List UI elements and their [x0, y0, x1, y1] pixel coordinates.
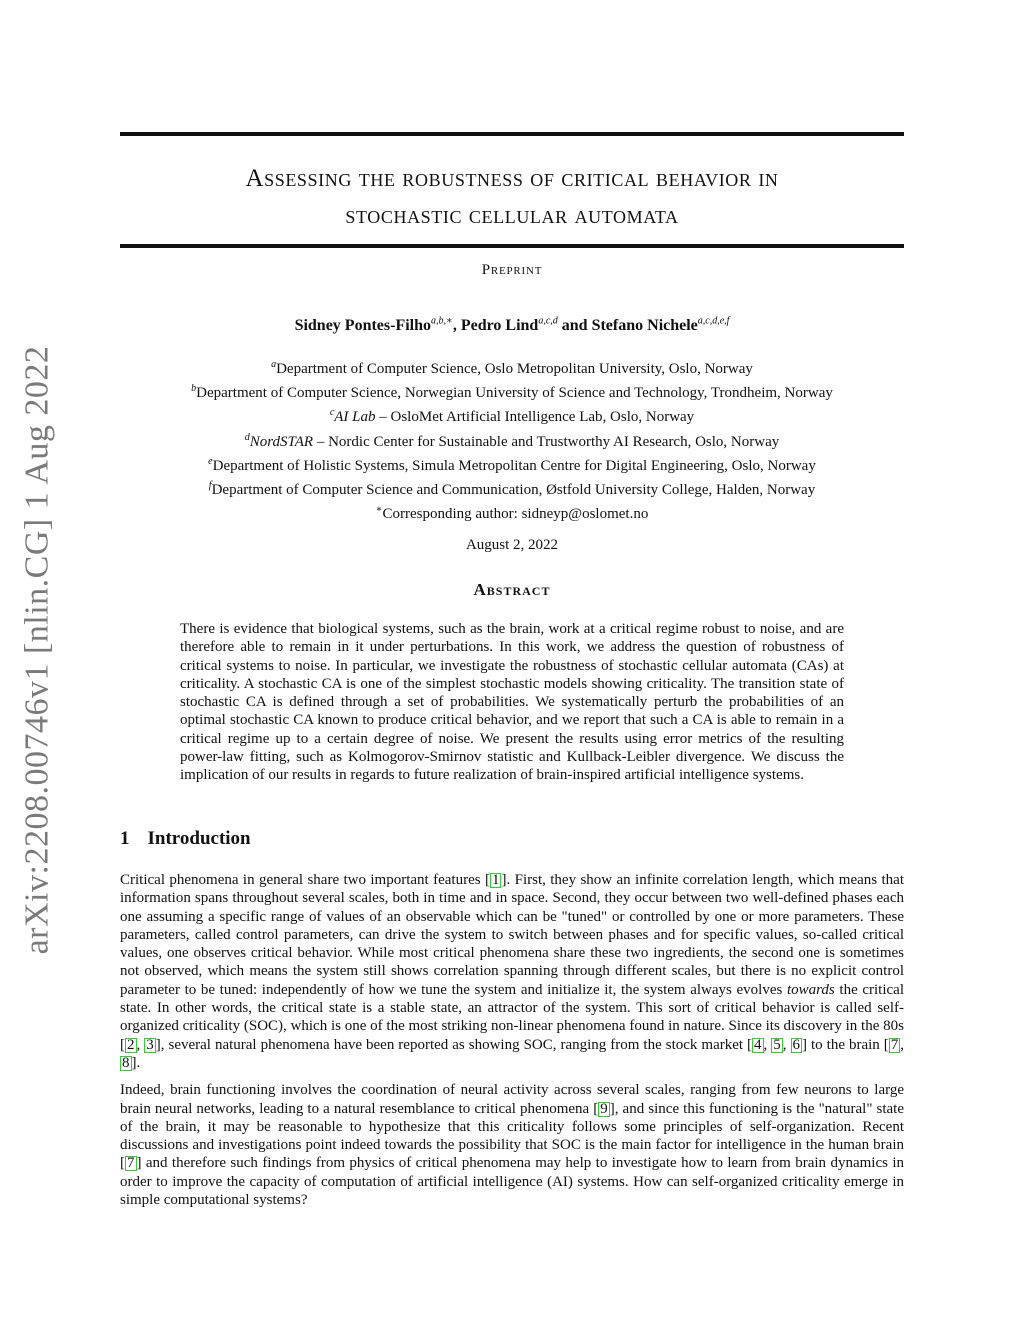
abstract-heading: Abstract — [473, 580, 551, 599]
author-affiliation-marks: a,c,d,e,f — [697, 316, 730, 327]
citation-link[interactable]: 2 — [127, 1036, 135, 1053]
abstract-text: There is evidence that biological systems, such as the brain, work at a critical regime robust to noise, and are therefore able to remain in it under perturbations. In this work, we address the question of robustness of critical systems to noise. In particular, we investigate the robustness of stochastic cellular automata (CAs) at criticality. A stochastic CA is one of the simplest stochastic models showing criticality. The transition state of stochastic CA is defined through a set of probabilities. We systematically perturb the probabilities of an optimal stochastic CA known to produce critical behavior, and we report that such a CA is able to remain in a critical regime up to a certain degree of noise. We present the results using error metrics of the resulting power-law fitting, such as Kolmogorov-Smirnov statistic and Kullback-Leibler divergence. We discuss the implication of our results in regards to future realization of brain-inspired artificial intelligence systems. — [180, 621, 844, 784]
section-number: 1 — [120, 828, 130, 849]
affiliation-text: Department of Computer Science, Norwegian University of Science and Technology, Trondheim, Norway — [196, 385, 833, 402]
citation-link[interactable]: 7 — [890, 1036, 899, 1053]
text-run: , — [782, 1036, 791, 1053]
introduction-body — [120, 871, 904, 1218]
emphasis-text: towards — [786, 981, 835, 998]
author-separator: , — [452, 317, 461, 335]
affiliation-e — [120, 452, 904, 476]
affiliation-tag: AI Lab — [334, 409, 376, 426]
text-run: ] and therefore such findings from physics of critical phenomena may help to investigate how to learn from brain dynamics in order to improve the capacity of computation of artificial intelligence (AI) systems. How can self-organized criticality emerge in simple computational systems? — [120, 1155, 904, 1209]
author-2 — [461, 317, 592, 334]
text-run: ]. — [131, 1054, 141, 1071]
author-list — [120, 316, 904, 335]
text-run: Critical phenomena in general share two important features [ — [120, 872, 490, 888]
citation-link[interactable]: 8 — [122, 1054, 130, 1071]
paper-date: August 2, 2022 — [465, 537, 559, 553]
preprint-label: Preprint — [481, 262, 543, 278]
paper-title-line-2: stochastic cellular automata — [345, 202, 679, 229]
affiliation-mark: f — [208, 480, 212, 492]
affiliation-text: Department of Holistic Systems, Simula Metropolitan Centre for Digital Engineering, Oslo, Norway — [212, 457, 816, 474]
affiliation-f — [120, 476, 904, 500]
intro-paragraph-2 — [120, 1081, 904, 1209]
author-name: Pedro Lind — [460, 317, 539, 335]
arxiv-side-stamp — [14, 345, 60, 955]
citation-link[interactable]: 6 — [792, 1036, 801, 1053]
text-run: , — [136, 1036, 145, 1053]
affiliation-list — [120, 355, 904, 524]
affiliation-a — [120, 355, 904, 379]
section-title: Introduction — [147, 828, 251, 849]
affiliation-text: – OsloMet Artificial Intelligence Lab, Oslo, Norway — [375, 409, 695, 426]
citation-link[interactable]: 5 — [773, 1036, 781, 1053]
title-bottom-rule — [120, 244, 904, 248]
author-3 — [592, 317, 730, 334]
author-separator: and — [557, 317, 592, 335]
affiliation-mark: c — [329, 407, 335, 419]
affiliation-text: Department of Computer Science and Communication, Østfold University College, Halden, Norway — [211, 482, 816, 499]
paper-title — [120, 160, 904, 234]
affiliation-mark: e — [208, 455, 213, 467]
affiliation-mark: ∗ — [375, 504, 383, 516]
affiliation-text: Department of Computer Science, Oslo Metropolitan University, Oslo, Norway — [276, 361, 753, 377]
paper-title-line-1: Assessing the robustness of critical behavior in — [245, 165, 779, 192]
intro-paragraph-1 — [120, 871, 904, 1072]
text-run: ], several natural phenomena have been reported as showing SOC, ranging from the stock market [ — [155, 1036, 753, 1053]
text-run: , — [763, 1036, 772, 1053]
affiliation-text: – Nordic Center for Sustainable and Trustworthy AI Research, Oslo, Norway — [313, 433, 780, 450]
citation-link[interactable]: 9 — [600, 1100, 608, 1117]
affiliation-tag: NordSTAR — [249, 433, 314, 450]
author-affiliation-marks: a,b,∗ — [431, 316, 453, 327]
citation-link[interactable]: 3 — [146, 1036, 154, 1053]
citation-link[interactable]: 7 — [127, 1155, 135, 1172]
text-run: the critical state. In other words, the critical state is a stable state, an attractor of the system. This sort of critical behavior is called self-organized criticality (SOC), which is one of the most striking non-linear phenomena found in nature. Since its discovery in the 80s [ — [120, 981, 904, 1053]
citation-link[interactable]: 1 — [491, 872, 500, 888]
text-run: Indeed, brain functioning involves the coordination of neural activity across several scales, ranging from few neurons to large brain neural networks, leading to a natural resemblance to critical phenomena [ — [120, 1082, 904, 1117]
author-1 — [295, 317, 461, 334]
affiliation-c — [120, 403, 904, 427]
text-run: ], and since this functioning is the "natural" state of the brain, it may be reasonable to hypothesize that this criticality follows some principles of self-organization. Recent discussions and investigations point indeed towards the possibility that SOC is the main factor for intelligence in the human brain [ — [120, 1100, 905, 1172]
affiliation-b — [120, 379, 904, 403]
affiliation-mark: a — [271, 359, 277, 370]
arxiv-identifier: arXiv:2208.00746v1 [nlin.CG] 1 Aug 2022 — [18, 345, 55, 955]
title-top-rule — [120, 132, 904, 136]
author-name: Stefano Nichele — [591, 317, 698, 335]
text-run: ]. First, they show an infinite correlation length, which means that information spans throughout several scales, both in time and in space. Second, they occur between two well-defined phases each one assuming a specific range of values of an observable which can be "tuned" or controlled by one or more parameters. These parameters, called control parameters, can drive the system to switch between phases and for specific values, so-called critical values, one observes critical behavior. While most critical phenomena share these two ingredients, the second one is sometimes not observed, which means the system still shows correlation spanning through different scales, but there is no explicit control parameter to be tuned: independently of how we tune the system and initialize it, the system always evolves — [120, 872, 904, 998]
citation-link[interactable]: 4 — [754, 1036, 762, 1053]
affiliation-text: Corresponding author: sidneyp@oslomet.no — [382, 506, 649, 523]
section-heading — [120, 828, 251, 850]
affiliation-mark: d — [244, 431, 250, 443]
affiliation-mark: b — [191, 383, 197, 395]
affiliation-d — [120, 428, 904, 452]
text-run: ] to the brain [ — [802, 1036, 889, 1053]
author-affiliation-marks: a,c,d — [538, 316, 558, 327]
author-name: Sidney Pontes-Filho — [294, 317, 432, 335]
text-run: , — [900, 1036, 905, 1053]
corresponding-author — [120, 500, 904, 524]
